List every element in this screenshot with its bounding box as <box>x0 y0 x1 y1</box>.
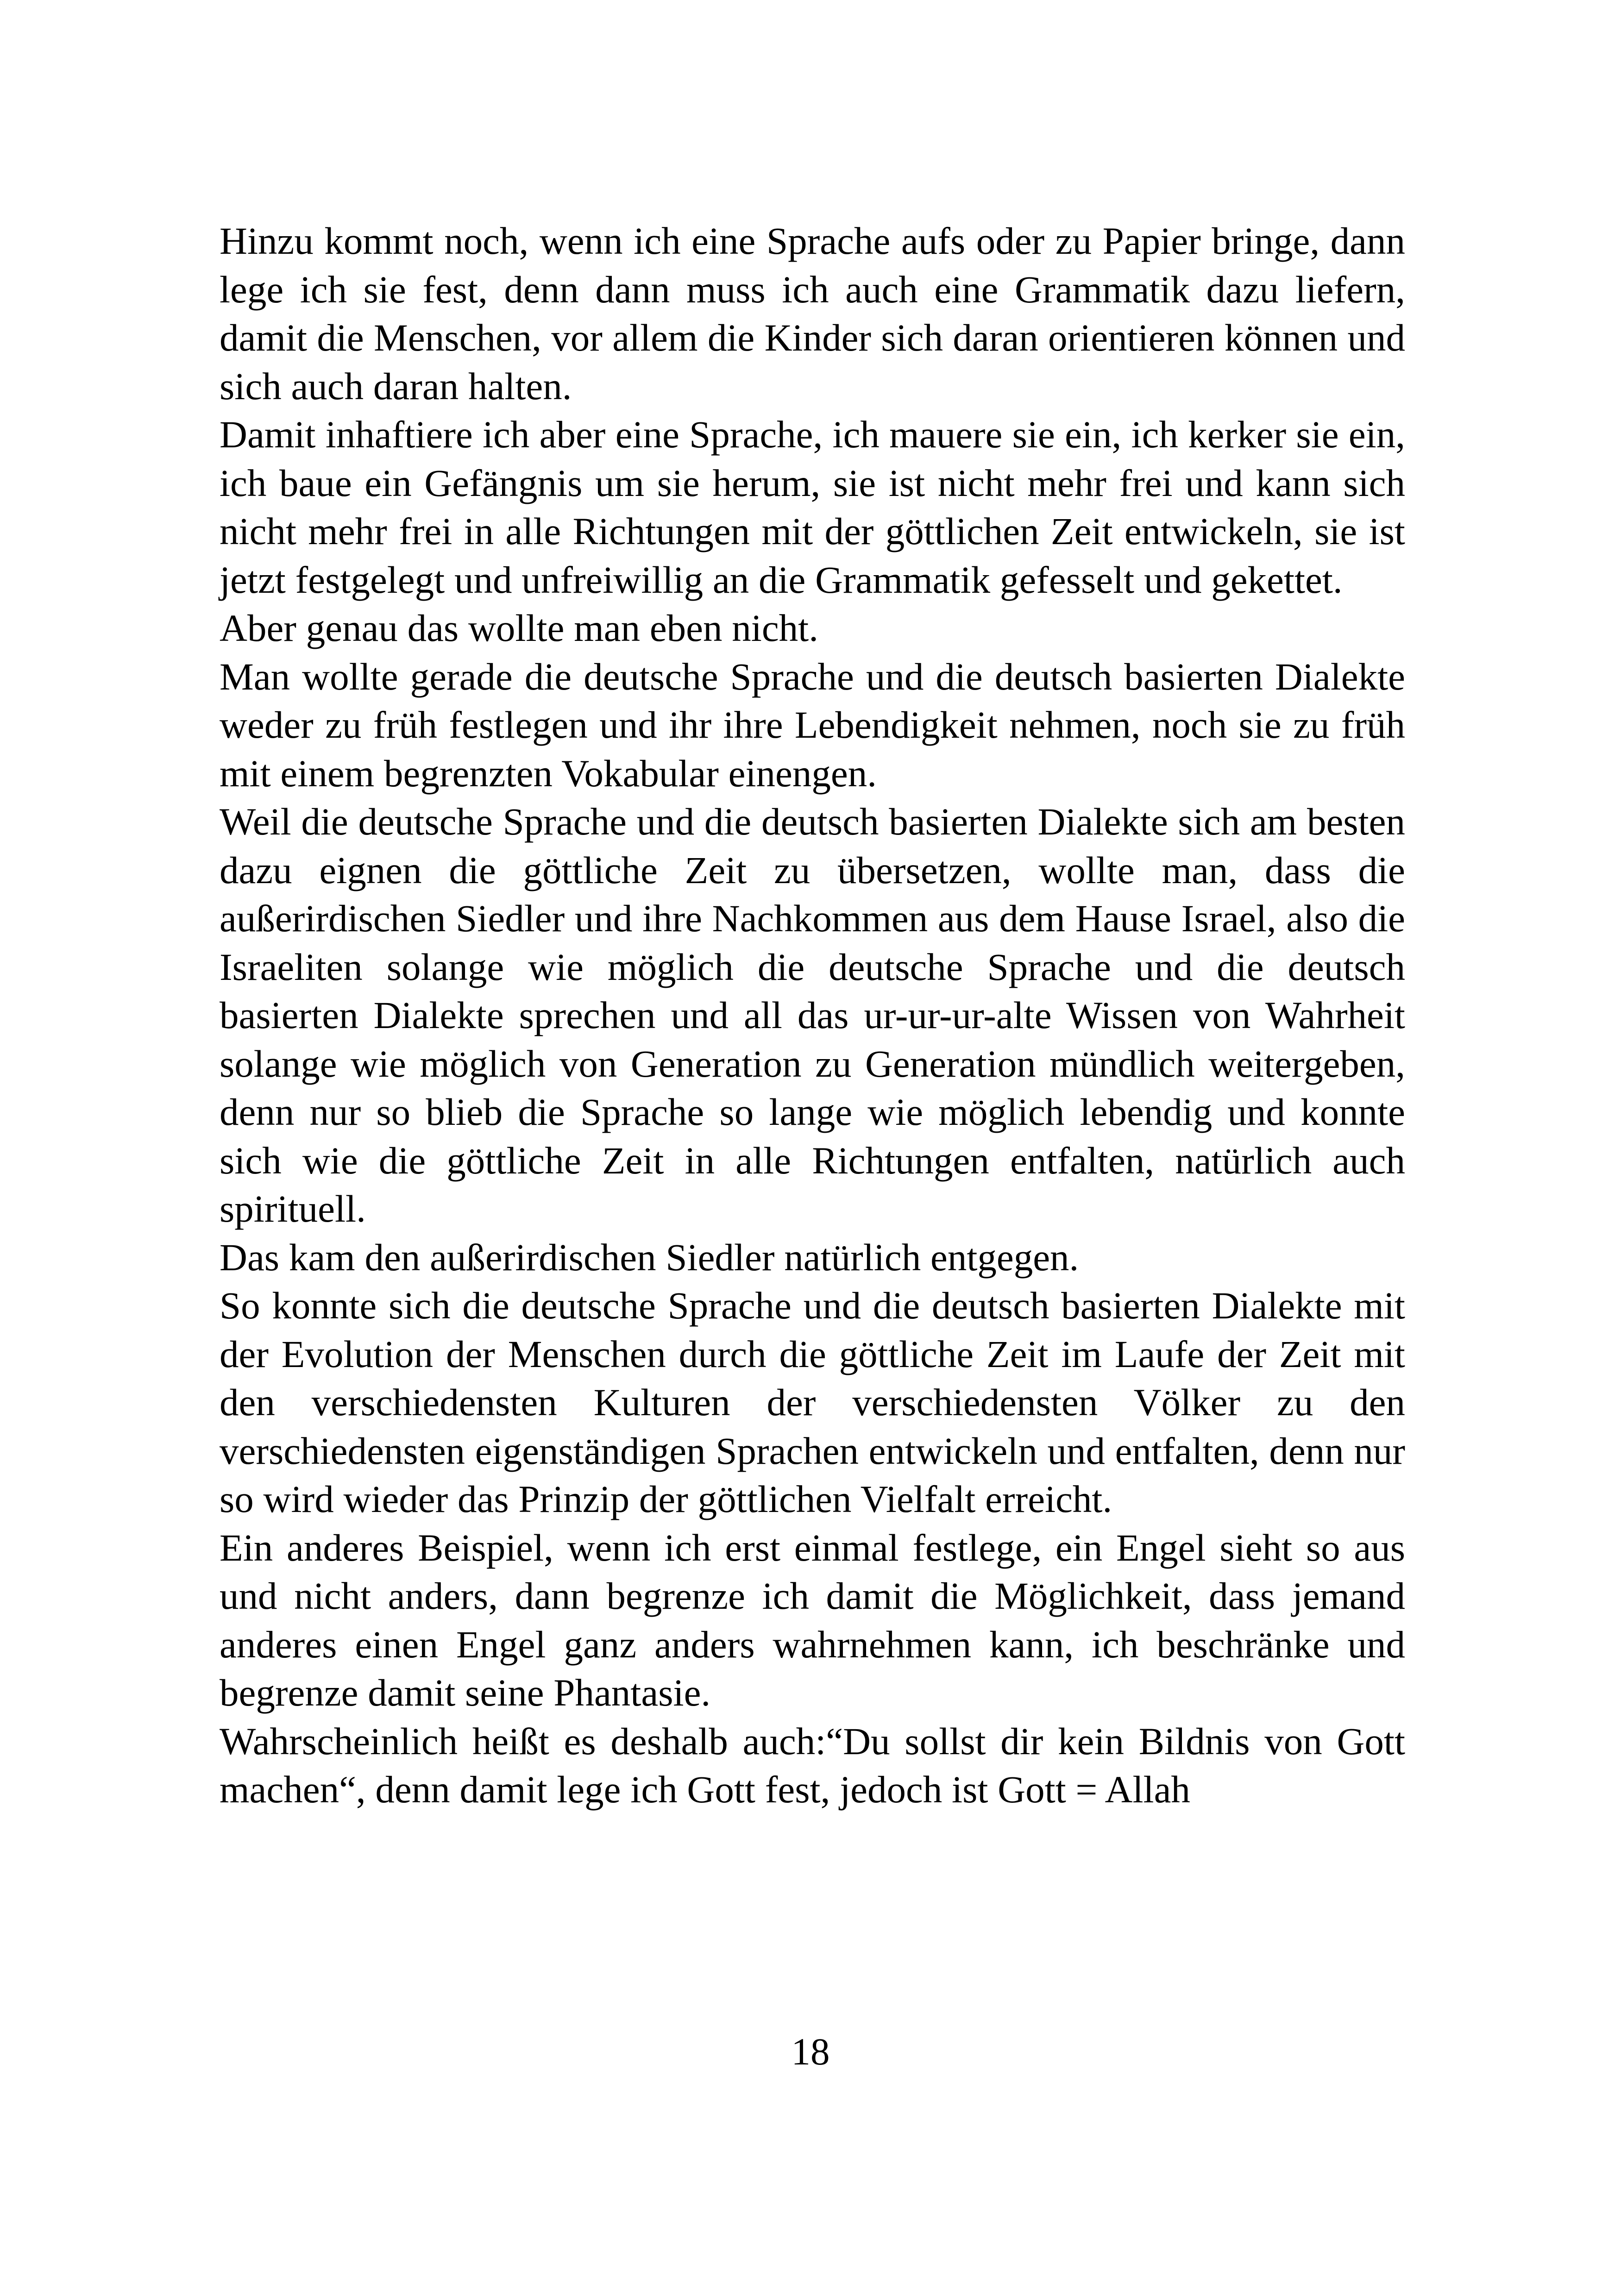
paragraph-5: Weil die deutsche Sprache und die deutsch basierten Dialekte sich am besten dazu eignen die göttliche Zeit zu übersetzen, wollte man, dass die außerirdischen Siedler und ihre Nachkommen aus dem Hause Israel, also die Israeliten solange wie möglich die deutsche Sprache und die deutsch basierten Dialekte sprechen und all das ur-ur-ur-alte Wissen von Wahrheit solange wie möglich von Generation zu Generation mündlich weitergeben, denn nur so blieb die Sprache so lange wie möglich lebendig und konnte sich wie die göttliche Zeit in alle Richtungen entfalten, natürlich auch spirituell. <box>220 800 1405 1230</box>
page-number: 18 <box>791 2030 830 2073</box>
paragraph-9: Wahrscheinlich heißt es deshalb auch:“Du sollst dir kein Bildnis von Gott machen“, denn damit lege ich Gott fest, jedoch ist Gott = Allah <box>220 1719 1405 1811</box>
paragraph-3: Aber genau das wollte man eben nicht. <box>220 607 818 649</box>
paragraph-8: Ein anderes Beispiel, wenn ich erst einmal festlege, ein Engel sieht so aus und nicht anders, dann begrenze ich damit die Möglichkeit, dass jemand anderes einen Engel ganz anders wahrnehmen kann, ich beschränke und begrenze damit seine Phantasie. <box>220 1526 1405 1714</box>
paragraph-6: Das kam den außerirdischen Siedler natürlich entgegen. <box>220 1236 1079 1279</box>
paragraph-2: Damit inhaftiere ich aber eine Sprache, ich mauere sie ein, ich kerker sie ein, ich baue ein Gefängnis um sie herum, sie ist nicht mehr frei und kann sich nicht mehr frei in alle Richtungen mit der göttlichen Zeit entwickeln, sie ist jetzt festgelegt und unfreiwillig an die Grammatik gefesselt und gekettet. <box>220 413 1405 601</box>
paragraph-1: Hinzu kommt noch, wenn ich eine Sprache aufs oder zu Papier bringe, dann lege ich sie fest, denn dann muss ich auch eine Grammatik dazu liefern, damit die Menschen, vor allem die Kinder sich daran orientieren können und sich auch daran halten. <box>220 220 1405 408</box>
paragraph-4: Man wollte gerade die deutsche Sprache und die deutsch basierten Dialekte weder zu früh festlegen und ihr ihre Lebendigkeit nehmen, noch sie zu früh mit einem begrenzten Vokabular einengen. <box>220 655 1405 795</box>
paragraph-7: So konnte sich die deutsche Sprache und die deutsch basierten Dialekte mit der Evolution der Menschen durch die göttliche Zeit im Laufe der Zeit mit den verschiedensten Kulturen der verschiedensten Völker zu den verschiedensten eigenständigen Sprachen entwickeln und entfalten, denn nur so wird wieder das Prinzip der göttlichen Vielfalt erreicht. <box>220 1284 1405 1520</box>
body-text <box>220 217 1405 1814</box>
